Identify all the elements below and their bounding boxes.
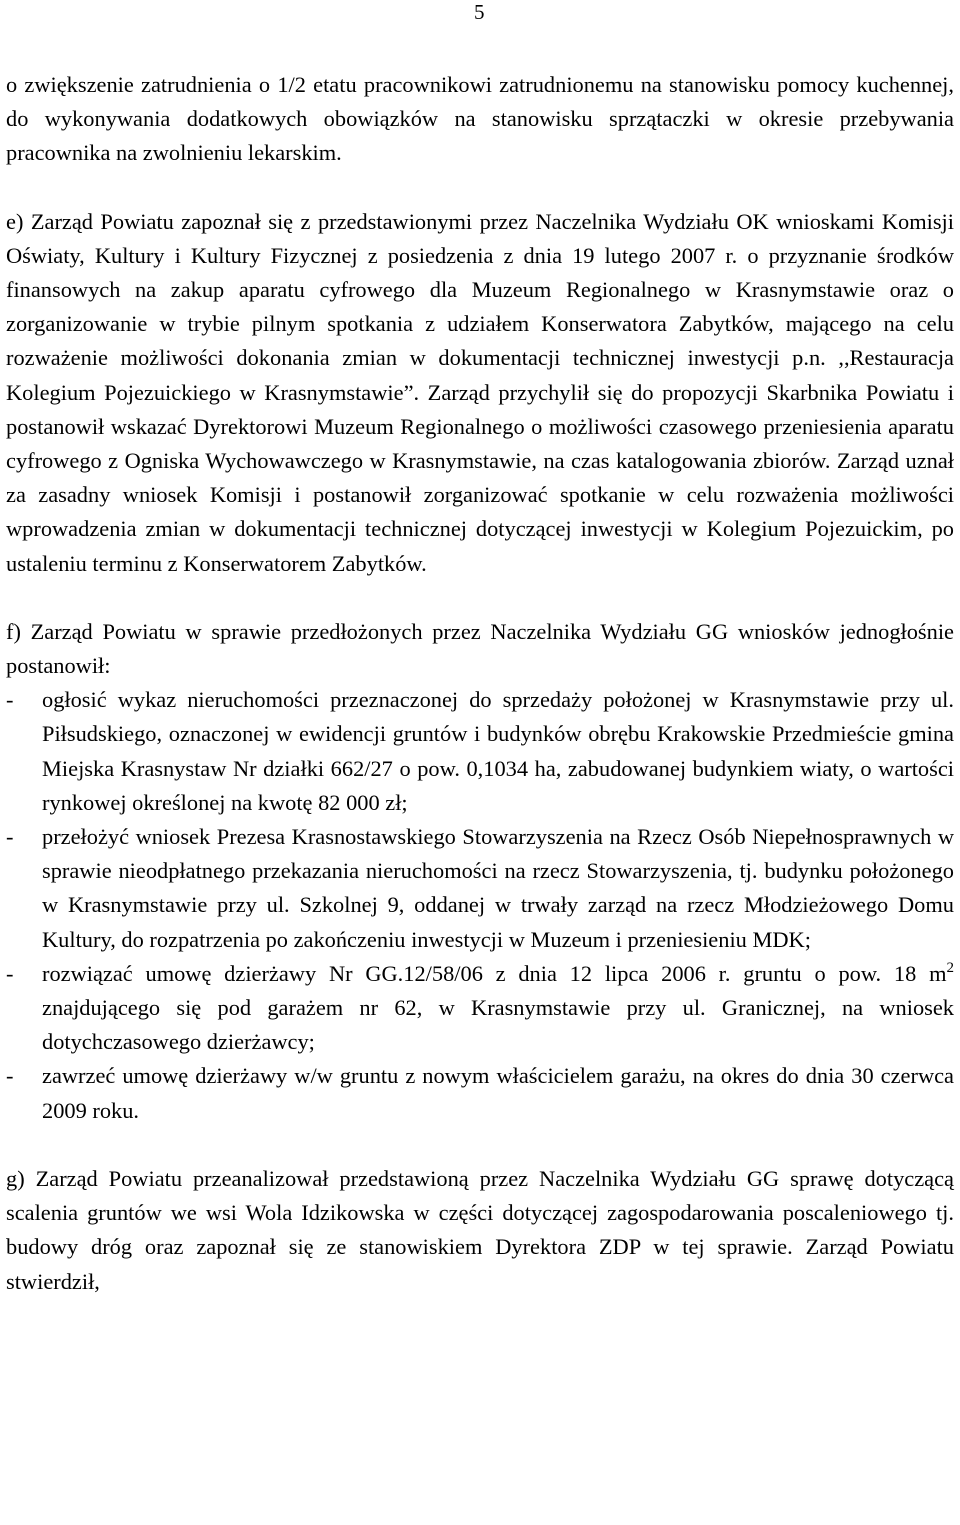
paragraph-g: g) Zarząd Powiatu przeanalizował przedstawioną przez Naczelnika Wydziału GG sprawę dotyczącą scalenia gruntów we wsi Wola Idzikowska w części dotyczącej zagospodarowania poscaleniowego tj. budowy dróg oraz zapoznał się ze stanowiskiem Dyrektora ZDP w tej sprawie. Zarząd Powiatu stwierdził,: [6, 1165, 954, 1294]
list-dash: -: [6, 1063, 14, 1089]
paragraph-employment: o zwiększenie zatrudnienia o 1/2 etatu pracownikowi zatrudnionemu na stanowisku pomocy kuchennej, do wykonywania dodatkowych obowiązków na stanowisku sprzątaczki w okresie przebywania pracownika na zwolnieniu lekarskim.: [6, 72, 954, 166]
page-number: 5: [474, 0, 485, 24]
list-item-text-part: znajdującego się pod garażem nr 62, w Krasnymstawie przy ul. Granicznej, na wniosek dotychczasowego dzierżawcy;: [42, 995, 954, 1055]
superscript-exponent: 2: [946, 959, 954, 976]
list-item: [6, 957, 954, 1060]
list-dash: -: [6, 687, 14, 713]
list-item: [6, 820, 954, 957]
list-dash: -: [6, 960, 14, 986]
list-item: [6, 683, 954, 820]
paragraph-f-intro: f) Zarząd Powiatu w sprawie przedłożonych przez Naczelnika Wydziału GG wniosków jednogłośnie postanowił:: [6, 618, 954, 679]
list-dash: -: [6, 824, 14, 850]
paragraph-spacer: [6, 581, 954, 615]
list-item-text: zawrzeć umowę dzierżawy w/w gruntu z nowym właścicielem garażu, na okres do dnia 30 czerwca 2009 roku.: [42, 1063, 954, 1123]
list-item-text: przełożyć wniosek Prezesa Krasnostawskiego Stowarzyszenia na Rzecz Osób Niepełnosprawnych w sprawie nieodpłatnego przekazania nieruchomości na rzecz Stowarzyszenia, tj. budynku położonego w Krasnymstawie przy ul. Szkolnej 9, oddanej w trwały zarząd na rzecz Młodzieżowego Domu Kultury, do rozpatrzenia po zakończeniu inwestycji w Muzeum i przeniesieniu MDK;: [42, 824, 954, 952]
paragraph-spacer: [6, 1128, 954, 1162]
paragraph-e: e) Zarząd Powiatu zapoznał się z przedstawionymi przez Naczelnika Wydziału OK wnioskami Komisji Oświaty, Kultury i Kultury Fizycznej z posiedzenia z dnia 19 lutego 2007 r. o przyznanie środków finansowych na zakup aparatu cyfrowego dla Muzeum Regionalnego w Krasnymstawie oraz o zorganizowanie w trybie pilnym spotkania z udziałem Konserwatora Zabytków, mającego na celu rozważenie możliwości dokonania zmian w dokumentacji technicznej inwestycji p.n. ,,Restauracja Kolegium Pojezuickiego w Krasnymstawie”. Zarząd przychylił się do propozycji Skarbnika Powiatu i postanowił wskazać Dyrektorowi Muzeum Regionalnego o możliwości czasowego przeniesienia aparatu cyfrowego z Ogniska Wychowawczego w Krasnymstawie, na czas katalogowania zbiorów. Zarząd uznał za zasadny wniosek Komisji i postanowił zorganizować spotkanie w celu rozważenia możliwości wprowadzenia zmian w dokumentacji technicznej dotyczącej inwestycji w Kolegium Pojezuickim, po ustaleniu terminu z Konserwatorem Zabytków.: [6, 208, 954, 576]
document-body: [6, 68, 954, 1299]
list-item-text: [42, 957, 954, 1060]
list-item-text-part: rozwiązać umowę dzierżawy Nr GG.12/58/06 z dnia 12 lipca 2006 r. gruntu o pow. 18 m: [42, 960, 947, 986]
paragraph-spacer: [6, 171, 954, 205]
list-item-text: ogłosić wykaz nieruchomości przeznaczonej do sprzedaży położonej w Krasnymstawie przy ul. Piłsudskiego, oznaczonej w ewidencji gruntów i budynków obrębu Krakowskie Przedmieście gmina Miejska Krasnystaw Nr działki 662/27 o pow. 0,1034 ha, zabudowanej budynkiem wiaty, o wartości rynkowej określonej na kwotę 82 000 zł;: [42, 687, 954, 815]
list-item: [6, 1059, 954, 1127]
